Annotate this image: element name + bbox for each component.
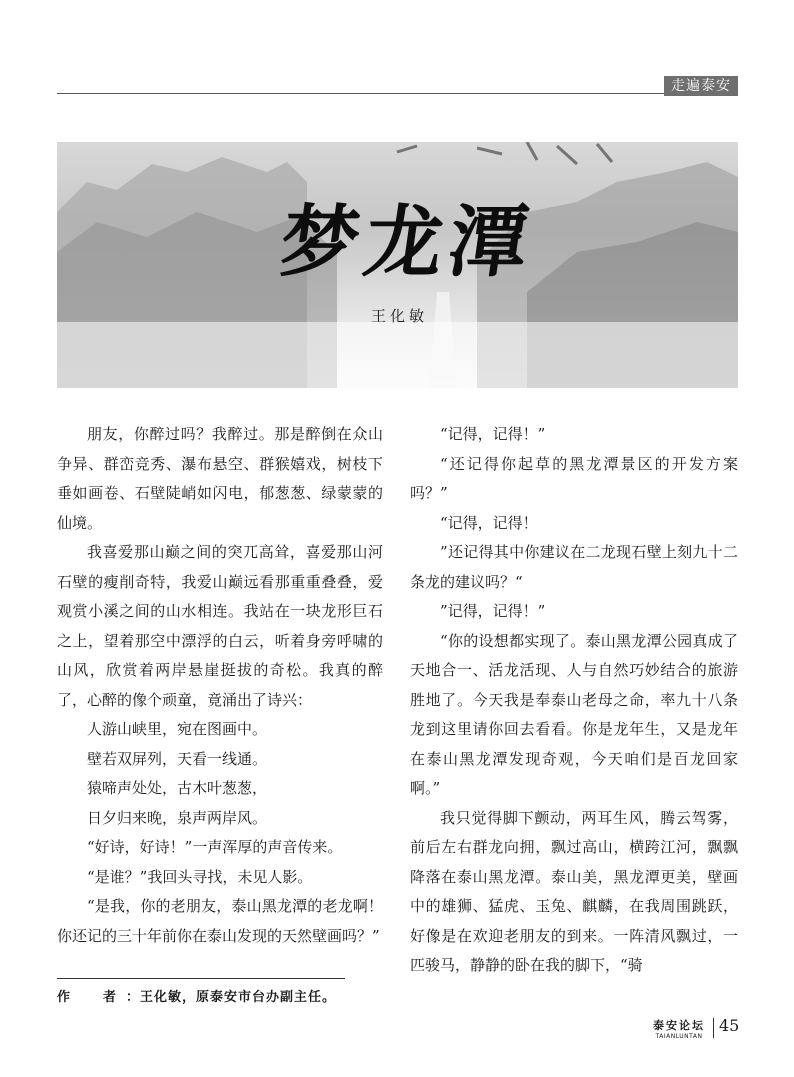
magazine-name-cn: 泰安论坛	[653, 1019, 705, 1032]
right-column	[410, 420, 738, 981]
magazine-logo	[653, 1017, 705, 1040]
poem-line: 壁若双屏列，天看一线通。	[87, 749, 268, 768]
paragraph: “好诗，好诗！”一声浑厚的声音传来。	[87, 838, 343, 856]
paragraph: “记得，记得！”	[440, 425, 546, 443]
article-title: 梦龙潭	[274, 197, 540, 288]
poem-line: 猿啼声处处，古木叶葱葱，	[87, 779, 268, 797]
paragraph: ”记得，记得！”	[440, 602, 546, 620]
article-author: 王化敏	[371, 307, 429, 325]
paragraph: ”还记得其中你建议在二龙现石壁上刻九十二条龙的建议吗？“	[410, 543, 738, 591]
footnote-label: 作 者	[57, 990, 127, 1005]
paragraph: 我只觉得脚下颤动，两耳生风，腾云驾雾，前后左右群龙向拥，飘过高山，横跨江河，飘飘降落在泰山黑龙潭。泰山美，黑龙潭更美，壁画中的雄狮、猛虎、玉兔、麒麟，在我周围跳跃，好像是在欢迎老朋友的到来。一阵清风飘过，一匹骏马，静静的卧在我的脚下，“骑	[410, 808, 738, 974]
header-rule	[57, 93, 664, 94]
page-number: 45	[719, 1016, 740, 1035]
paragraph: “记得，记得！	[440, 513, 538, 532]
left-column	[57, 420, 383, 951]
paragraph: 朋友，你醉过吗？我醉过。那是醉倒在众山争异、群峦竞秀、瀑布悬空、群猴嬉戏，树枝下垂如画卷、石壁陡峭如闪电，郁葱葱、绿蒙蒙的仙境。	[57, 425, 383, 532]
paragraph: “还记得你起草的黑龙潭景区的开发方案吗？”	[410, 454, 738, 502]
poem-line: 人游山峡里，宛在图画中。	[87, 720, 268, 738]
banner-image	[57, 142, 738, 388]
paragraph: “你的设想都实现了。泰山黑龙潭公园真成了天地合一、活龙活现、人与自然巧妙结合的旅游胜地了。今天我是奉泰山老母之命，率九十八条龙到这里请你回去看看。你是龙年生，又是龙年在泰山黑龙潭发现奇观，今天咱们是百龙回家啊。”	[410, 631, 738, 797]
paragraph: “是我，你的老朋友，泰山黑龙潭的老龙啊！你还记的三十年前你在泰山发现的天然壁画吗？”	[57, 897, 383, 945]
paragraph: 我喜爱那山巅之间的突兀高耸，喜爱那山河石壁的瘦削奇特，我爱山巅远看那重重叠叠，爱观赏小溪之间的山水相连。我站在一块龙形巨石之上，望着那空中漂浮的白云，听着身旁呼啸的山风，欣赏着两岸悬崖挺拔的奇松。我真的醉了，心醉的像个顽童，竟涌出了诗兴：	[57, 543, 383, 709]
paragraph: “是谁？”我回头寻找，未见人影。	[87, 867, 313, 886]
magazine-name-en: TAIANLUNTAN	[655, 1033, 703, 1040]
author-footnote	[57, 986, 336, 1005]
page-number-separator	[713, 1018, 714, 1038]
section-tag: 走遍泰安	[664, 76, 738, 96]
footnote-rule	[57, 978, 345, 979]
poem-line: 日夕归来晚，泉声两岸风。	[87, 808, 268, 827]
footnote-text: ：王化敏，原泰安市台办副主任。	[126, 990, 337, 1005]
